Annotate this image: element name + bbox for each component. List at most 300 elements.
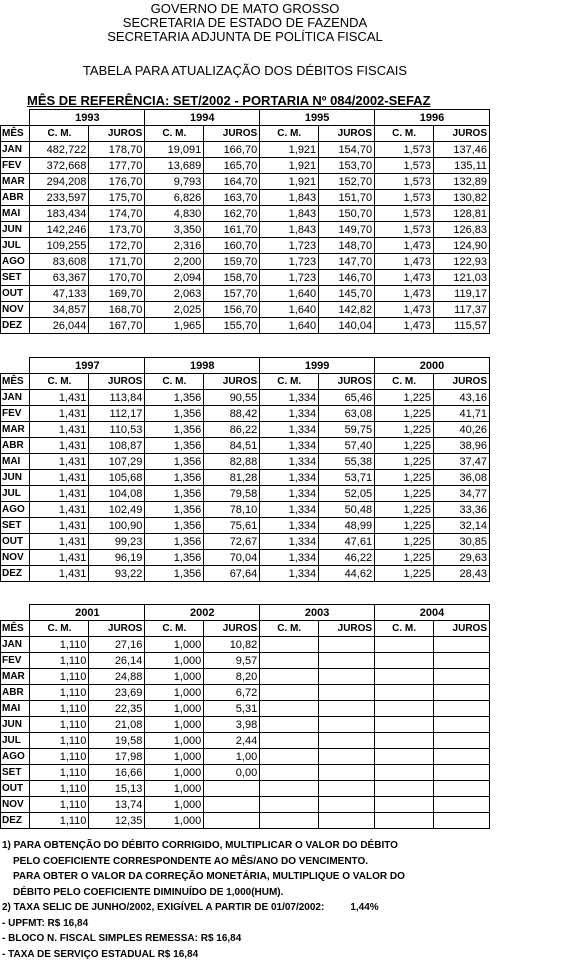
- juros-value-cell: 26,14: [89, 653, 145, 669]
- cm-value-cell: [375, 749, 434, 765]
- juros-column-header: JUROS: [434, 374, 490, 390]
- table-row: [1, 566, 490, 582]
- cm-value-cell: 2,063: [145, 286, 204, 302]
- juros-value-cell: 166,70: [204, 142, 260, 158]
- juros-value-cell: 150,70: [319, 206, 375, 222]
- juros-value-cell: 115,57: [434, 318, 490, 334]
- year-header: 1995: [260, 110, 375, 126]
- table-row: [1, 438, 490, 454]
- month-label: JAN: [1, 390, 30, 406]
- juros-value-cell: 161,70: [204, 222, 260, 238]
- month-label: DEZ: [1, 566, 30, 582]
- table-row: [1, 406, 490, 422]
- cm-value-cell: 1,356: [145, 470, 204, 486]
- cm-value-cell: 2,316: [145, 238, 204, 254]
- cm-value-cell: 1,110: [30, 765, 89, 781]
- selic-label: 2) TAXA SELIC DE JUNHO/2002, EXIGÍVEL A PARTIR DE 01/07/2002:: [2, 902, 325, 913]
- cm-value-cell: 1,573: [375, 222, 434, 238]
- cm-value-cell: [260, 701, 319, 717]
- cm-column-header: C. M.: [260, 126, 319, 142]
- juros-value-cell: 107,29: [89, 454, 145, 470]
- juros-value-cell: 176,70: [89, 174, 145, 190]
- juros-column-header: JUROS: [434, 621, 490, 637]
- cm-value-cell: 1,110: [30, 669, 89, 685]
- cm-value-cell: 1,921: [260, 158, 319, 174]
- cm-value-cell: 1,000: [145, 765, 204, 781]
- table-row: [1, 749, 490, 765]
- juros-value-cell: [319, 765, 375, 781]
- juros-value-cell: 102,49: [89, 502, 145, 518]
- juros-value-cell: 152,70: [319, 174, 375, 190]
- cm-value-cell: 2,094: [145, 270, 204, 286]
- juros-value-cell: 165,70: [204, 158, 260, 174]
- cm-value-cell: 1,110: [30, 749, 89, 765]
- table-2001-2004: [0, 604, 490, 829]
- note-upfmt: - UPFMT: R$ 16,84: [2, 917, 89, 929]
- month-label: SET: [1, 270, 30, 286]
- month-label: JUN: [1, 222, 30, 238]
- cm-value-cell: 1,573: [375, 190, 434, 206]
- juros-value-cell: [204, 781, 260, 797]
- cm-value-cell: 1,356: [145, 438, 204, 454]
- cm-value-cell: 1,431: [30, 502, 89, 518]
- table-1993-1996: [0, 109, 490, 334]
- cm-column-header: C. M.: [30, 621, 89, 637]
- juros-value-cell: 75,61: [204, 518, 260, 534]
- juros-value-cell: 38,96: [434, 438, 490, 454]
- cm-value-cell: [375, 685, 434, 701]
- juros-value-cell: [434, 653, 490, 669]
- table-row: [1, 813, 490, 829]
- year-header: 2004: [375, 605, 490, 621]
- juros-value-cell: [319, 685, 375, 701]
- juros-value-cell: 110,53: [89, 422, 145, 438]
- juros-value-cell: 0,00: [204, 765, 260, 781]
- corner-cell: [1, 110, 30, 126]
- juros-value-cell: 159,70: [204, 254, 260, 270]
- table-row: [1, 653, 490, 669]
- juros-value-cell: 70,04: [204, 550, 260, 566]
- cm-value-cell: 1,473: [375, 286, 434, 302]
- juros-value-cell: 162,70: [204, 206, 260, 222]
- cm-value-cell: [375, 717, 434, 733]
- year-header: 2003: [260, 605, 375, 621]
- cm-value-cell: 1,000: [145, 797, 204, 813]
- month-label: AGO: [1, 502, 30, 518]
- table-row: [1, 550, 490, 566]
- juros-value-cell: 145,70: [319, 286, 375, 302]
- month-column-header: MÊS: [1, 374, 30, 390]
- cm-value-cell: 47,133: [30, 286, 89, 302]
- cm-value-cell: 372,668: [30, 158, 89, 174]
- cm-value-cell: 1,723: [260, 270, 319, 286]
- juros-value-cell: 82,88: [204, 454, 260, 470]
- table-row: [1, 454, 490, 470]
- table-row: [1, 717, 490, 733]
- juros-value-cell: 170,70: [89, 270, 145, 286]
- month-label: SET: [1, 518, 30, 534]
- month-label: OUT: [1, 534, 30, 550]
- month-label: MAR: [1, 422, 30, 438]
- month-column-header: MÊS: [1, 126, 30, 142]
- juros-column-header: JUROS: [204, 126, 260, 142]
- cm-value-cell: 1,723: [260, 238, 319, 254]
- month-label: AGO: [1, 749, 30, 765]
- month-label: ABR: [1, 190, 30, 206]
- cm-value-cell: 183,434: [30, 206, 89, 222]
- corner-cell: [1, 358, 30, 374]
- juros-value-cell: 153,70: [319, 158, 375, 174]
- month-label: FEV: [1, 158, 30, 174]
- cm-column-header: C. M.: [375, 621, 434, 637]
- juros-value-cell: 30,85: [434, 534, 490, 550]
- juros-value-cell: 16,66: [89, 765, 145, 781]
- table-row: [1, 286, 490, 302]
- juros-value-cell: 121,03: [434, 270, 490, 286]
- juros-value-cell: 96,19: [89, 550, 145, 566]
- cm-value-cell: [260, 717, 319, 733]
- cm-value-cell: [375, 637, 434, 653]
- cm-value-cell: 34,857: [30, 302, 89, 318]
- table-row: [1, 701, 490, 717]
- juros-value-cell: 29,63: [434, 550, 490, 566]
- cm-value-cell: 1,431: [30, 550, 89, 566]
- juros-value-cell: [434, 637, 490, 653]
- cm-value-cell: 1,000: [145, 685, 204, 701]
- cm-value-cell: [260, 749, 319, 765]
- notes: [2, 838, 482, 962]
- cm-column-header: C. M.: [375, 374, 434, 390]
- table-row: [1, 270, 490, 286]
- juros-value-cell: 79,58: [204, 486, 260, 502]
- juros-value-cell: 90,55: [204, 390, 260, 406]
- table-row: [1, 470, 490, 486]
- juros-value-cell: 44,62: [319, 566, 375, 582]
- year-header: 1997: [30, 358, 145, 374]
- juros-value-cell: [434, 701, 490, 717]
- juros-value-cell: 41,71: [434, 406, 490, 422]
- juros-value-cell: 43,16: [434, 390, 490, 406]
- cm-value-cell: [375, 781, 434, 797]
- juros-value-cell: [204, 797, 260, 813]
- juros-value-cell: 12,35: [89, 813, 145, 829]
- note-taxa: - TAXA DE SERVIÇO ESTADUAL R$ 16,84: [2, 948, 199, 960]
- cm-value-cell: 1,110: [30, 781, 89, 797]
- month-label: JAN: [1, 637, 30, 653]
- cm-column-header: C. M.: [260, 621, 319, 637]
- juros-value-cell: 48,99: [319, 518, 375, 534]
- cm-value-cell: 1,431: [30, 470, 89, 486]
- juros-value-cell: 124,90: [434, 238, 490, 254]
- cm-value-cell: 1,356: [145, 550, 204, 566]
- juros-value-cell: 52,05: [319, 486, 375, 502]
- cm-value-cell: 1,640: [260, 302, 319, 318]
- header-line-2: SECRETARIA DE ESTADO DE FAZENDA: [122, 15, 368, 30]
- juros-value-cell: [434, 813, 490, 829]
- cm-value-cell: 1,573: [375, 158, 434, 174]
- cm-value-cell: [260, 765, 319, 781]
- table-row: [1, 534, 490, 550]
- cm-value-cell: 1,334: [260, 454, 319, 470]
- cm-value-cell: [260, 781, 319, 797]
- juros-value-cell: [434, 669, 490, 685]
- cm-value-cell: 1,110: [30, 797, 89, 813]
- cm-value-cell: 1,110: [30, 701, 89, 717]
- page-title: TABELA PARA ATUALIZAÇÃO DOS DÉBITOS FISCAIS: [82, 63, 408, 78]
- cm-value-cell: 83,608: [30, 254, 89, 270]
- juros-value-cell: 5,31: [204, 701, 260, 717]
- cm-value-cell: 1,334: [260, 534, 319, 550]
- cm-value-cell: 1,225: [375, 550, 434, 566]
- cm-value-cell: 1,356: [145, 502, 204, 518]
- cm-value-cell: 233,597: [30, 190, 89, 206]
- cm-value-cell: [375, 701, 434, 717]
- table-row: [1, 797, 490, 813]
- cm-value-cell: 1,110: [30, 717, 89, 733]
- juros-value-cell: 22,35: [89, 701, 145, 717]
- month-label: NOV: [1, 550, 30, 566]
- cm-value-cell: 1,225: [375, 534, 434, 550]
- cm-value-cell: 1,000: [145, 717, 204, 733]
- juros-column-header: JUROS: [319, 126, 375, 142]
- juros-value-cell: 63,08: [319, 406, 375, 422]
- juros-value-cell: 155,70: [204, 318, 260, 334]
- cm-value-cell: 1,110: [30, 813, 89, 829]
- cm-value-cell: 1,334: [260, 566, 319, 582]
- table-row: [1, 222, 490, 238]
- juros-column-header: JUROS: [89, 374, 145, 390]
- juros-value-cell: 40,26: [434, 422, 490, 438]
- cm-value-cell: 1,723: [260, 254, 319, 270]
- cm-value-cell: 1,000: [145, 733, 204, 749]
- cm-value-cell: 26,044: [30, 318, 89, 334]
- cm-value-cell: 1,431: [30, 566, 89, 582]
- cm-value-cell: 1,473: [375, 270, 434, 286]
- year-header: 1994: [145, 110, 260, 126]
- table-row: [1, 765, 490, 781]
- year-header: 1999: [260, 358, 375, 374]
- cm-column-header: C. M.: [145, 621, 204, 637]
- juros-value-cell: 142,82: [319, 302, 375, 318]
- juros-value-cell: 50,48: [319, 502, 375, 518]
- cm-value-cell: 1,356: [145, 518, 204, 534]
- juros-column-header: JUROS: [204, 374, 260, 390]
- month-label: MAI: [1, 206, 30, 222]
- cm-value-cell: 1,431: [30, 534, 89, 550]
- juros-value-cell: 100,90: [89, 518, 145, 534]
- cm-value-cell: 1,843: [260, 206, 319, 222]
- juros-value-cell: 3,98: [204, 717, 260, 733]
- cm-value-cell: 1,473: [375, 318, 434, 334]
- cm-value-cell: 1,334: [260, 390, 319, 406]
- cm-value-cell: [375, 733, 434, 749]
- cm-value-cell: [375, 797, 434, 813]
- juros-value-cell: 112,17: [89, 406, 145, 422]
- cm-value-cell: [260, 637, 319, 653]
- cm-value-cell: 1,334: [260, 438, 319, 454]
- juros-value-cell: 149,70: [319, 222, 375, 238]
- juros-value-cell: 99,23: [89, 534, 145, 550]
- cm-value-cell: 1,843: [260, 222, 319, 238]
- juros-value-cell: 33,36: [434, 502, 490, 518]
- month-label: MAI: [1, 454, 30, 470]
- juros-value-cell: 105,68: [89, 470, 145, 486]
- table-row: [1, 238, 490, 254]
- cm-value-cell: 1,334: [260, 470, 319, 486]
- juros-value-cell: 84,51: [204, 438, 260, 454]
- cm-value-cell: 1,334: [260, 550, 319, 566]
- juros-value-cell: [319, 717, 375, 733]
- cm-value-cell: [375, 765, 434, 781]
- selic-value: 1,44%: [350, 902, 379, 913]
- cm-value-cell: 1,431: [30, 422, 89, 438]
- cm-value-cell: 1,356: [145, 422, 204, 438]
- juros-value-cell: 151,70: [319, 190, 375, 206]
- cm-value-cell: 2,200: [145, 254, 204, 270]
- cm-value-cell: 1,356: [145, 486, 204, 502]
- juros-value-cell: 32,14: [434, 518, 490, 534]
- juros-value-cell: [319, 701, 375, 717]
- juros-value-cell: [434, 685, 490, 701]
- juros-value-cell: [434, 749, 490, 765]
- juros-value-cell: 117,37: [434, 302, 490, 318]
- cm-value-cell: 1,334: [260, 502, 319, 518]
- table-row: [1, 158, 490, 174]
- juros-value-cell: 28,43: [434, 566, 490, 582]
- cm-value-cell: 1,473: [375, 238, 434, 254]
- year-header: 2002: [145, 605, 260, 621]
- table-row: [1, 733, 490, 749]
- note-1-line-2: PELO COEFICIENTE CORRESPONDENTE AO MÊS/ANO DO VENCIMENTO.: [13, 855, 369, 867]
- juros-value-cell: 132,89: [434, 174, 490, 190]
- juros-value-cell: 164,70: [204, 174, 260, 190]
- year-header: 2000: [375, 358, 490, 374]
- juros-value-cell: 23,69: [89, 685, 145, 701]
- cm-column-header: C. M.: [145, 374, 204, 390]
- note-1-line-3: PARA OBTER O VALOR DA CORREÇÃO MONETÁRIA, MULTIPLIQUE O VALOR DO: [13, 871, 405, 882]
- cm-value-cell: 1,225: [375, 518, 434, 534]
- cm-value-cell: 1,356: [145, 454, 204, 470]
- cm-value-cell: 1,431: [30, 518, 89, 534]
- juros-value-cell: [319, 637, 375, 653]
- juros-value-cell: [434, 717, 490, 733]
- cm-column-header: C. M.: [30, 374, 89, 390]
- juros-value-cell: 72,67: [204, 534, 260, 550]
- juros-value-cell: 104,08: [89, 486, 145, 502]
- cm-value-cell: 1,225: [375, 502, 434, 518]
- note-1-line-4: DÉBITO PELO COEFICIENTE DIMINUÍDO DE 1,000(HUM).: [13, 886, 284, 898]
- cm-value-cell: 1,965: [145, 318, 204, 334]
- juros-value-cell: [319, 669, 375, 685]
- table-row: [1, 174, 490, 190]
- cm-column-header: C. M.: [30, 126, 89, 142]
- cm-value-cell: 1,225: [375, 406, 434, 422]
- juros-value-cell: 148,70: [319, 238, 375, 254]
- juros-value-cell: 17,98: [89, 749, 145, 765]
- juros-value-cell: 177,70: [89, 158, 145, 174]
- juros-value-cell: 47,61: [319, 534, 375, 550]
- table-row: [1, 486, 490, 502]
- cm-value-cell: 6,826: [145, 190, 204, 206]
- juros-value-cell: 108,87: [89, 438, 145, 454]
- table-row: [1, 781, 490, 797]
- juros-value-cell: 19,58: [89, 733, 145, 749]
- juros-value-cell: 147,70: [319, 254, 375, 270]
- cm-value-cell: 1,000: [145, 637, 204, 653]
- cm-value-cell: 1,640: [260, 318, 319, 334]
- cm-value-cell: 482,722: [30, 142, 89, 158]
- juros-value-cell: [434, 781, 490, 797]
- juros-value-cell: 93,22: [89, 566, 145, 582]
- cm-value-cell: [260, 653, 319, 669]
- juros-value-cell: 65,46: [319, 390, 375, 406]
- juros-value-cell: 167,70: [89, 318, 145, 334]
- cm-value-cell: 1,225: [375, 470, 434, 486]
- month-label: FEV: [1, 406, 30, 422]
- table-row: [1, 518, 490, 534]
- juros-value-cell: 146,70: [319, 270, 375, 286]
- month-label: JUN: [1, 717, 30, 733]
- table-row: [1, 254, 490, 270]
- juros-value-cell: [319, 749, 375, 765]
- cm-value-cell: 1,225: [375, 566, 434, 582]
- cm-value-cell: 1,334: [260, 518, 319, 534]
- cm-value-cell: 1,921: [260, 174, 319, 190]
- cm-value-cell: 1,225: [375, 438, 434, 454]
- month-label: OUT: [1, 781, 30, 797]
- cm-value-cell: [375, 813, 434, 829]
- year-header: 1993: [30, 110, 145, 126]
- cm-value-cell: 1,431: [30, 406, 89, 422]
- month-label: NOV: [1, 302, 30, 318]
- cm-value-cell: [260, 733, 319, 749]
- juros-value-cell: 140,04: [319, 318, 375, 334]
- table-row: [1, 422, 490, 438]
- cm-value-cell: 13,689: [145, 158, 204, 174]
- juros-column-header: JUROS: [434, 126, 490, 142]
- reference-line: MÊS DE REFERÊNCIA: SET/2002 - PORTARIA Nº 084/2002-SEFAZ: [27, 93, 431, 108]
- cm-value-cell: 1,225: [375, 486, 434, 502]
- cm-value-cell: 1,843: [260, 190, 319, 206]
- juros-value-cell: [434, 733, 490, 749]
- cm-value-cell: 1,356: [145, 534, 204, 550]
- month-label: FEV: [1, 653, 30, 669]
- table-row: [1, 390, 490, 406]
- month-label: OUT: [1, 286, 30, 302]
- juros-value-cell: 55,38: [319, 454, 375, 470]
- juros-value-cell: 154,70: [319, 142, 375, 158]
- cm-value-cell: [260, 685, 319, 701]
- juros-value-cell: 122,93: [434, 254, 490, 270]
- month-label: DEZ: [1, 318, 30, 334]
- cm-value-cell: [375, 653, 434, 669]
- juros-value-cell: 37,47: [434, 454, 490, 470]
- cm-value-cell: 63,367: [30, 270, 89, 286]
- month-label: MAI: [1, 701, 30, 717]
- juros-column-header: JUROS: [319, 374, 375, 390]
- cm-value-cell: 19,091: [145, 142, 204, 158]
- juros-value-cell: 10,82: [204, 637, 260, 653]
- month-label: ABR: [1, 438, 30, 454]
- juros-value-cell: 88,42: [204, 406, 260, 422]
- juros-value-cell: 13,74: [89, 797, 145, 813]
- cm-value-cell: 294,208: [30, 174, 89, 190]
- juros-value-cell: 163,70: [204, 190, 260, 206]
- juros-value-cell: [204, 813, 260, 829]
- cm-value-cell: 1,110: [30, 637, 89, 653]
- table-row: [1, 206, 490, 222]
- year-header: 2001: [30, 605, 145, 621]
